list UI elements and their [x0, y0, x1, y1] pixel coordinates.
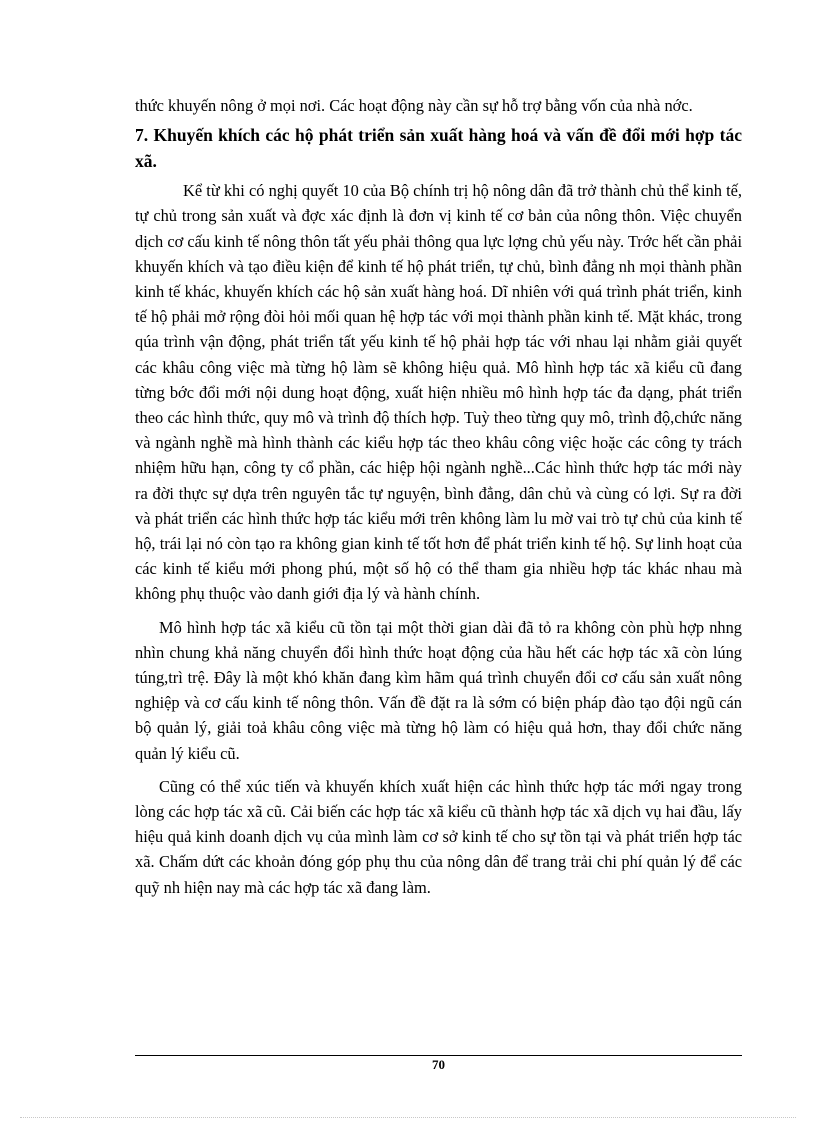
body-paragraph-1: Kể từ khi có nghị quyết 10 của Bộ chính trị hộ nông dân đã trở thành chủ thể kinh tế, tự chủ trong sản xuất và đợc xác định là đơn vị kinh tế cơ bản của nông thôn. Việc chuyển dịch cơ cấu kinh tế nông thôn tất yếu phải thông qua lực lợng chủ yếu này. Trớc hết cần phải khuyến khích và tạo điều kiện để kinh tế hộ phát triển, tự chủ, bình đẳng nh mọi thành phần kinh tế khác, khuyến khích các hộ sản xuất hàng hoá. Dĩ nhiên với quá trình phát triển, kinh tế hộ phải mở rộng đòi hỏi mối quan hệ hợp tác với mọi thành phần kinh tế. Mặt khác, trong qúa trình vận động, phát triển tất yếu kinh tế hộ phải hợp tác với nhau lại nhằm giải quyết các khâu công việc mà từng hộ làm sẽ không hiệu quả. Mô hình hợp tác xã kiểu cũ đang từng bớc đổi mới nội dung hoạt động, xuất hiện nhiều mô hình hợp tác đa dạng, phát triển theo các hình thức, quy mô và trình độ thích hợp. Tuỳ theo từng quy mô, trình độ,chức năng và ngành nghề mà hình thành các kiểu hợp tác theo khâu công việc hoặc các công ty trách nhiệm hữu hạn, công ty cổ phần, các hiệp hội ngành nghề...Các hình thức hợp tác mới này ra đời thực sự dựa trên nguyên tắc tự nguyện, bình đẳng, dân chủ và cùng có lợi. Sự ra đời và phát triển các hình thức hợp tác kiểu mới trên không làm lu mờ vai trò tự chủ của kinh tế hộ, trái lại nó còn tạo ra không gian kinh tế tốt hơn để phát triển kinh tế hộ. Sự linh hoạt của các kinh tế kiểu mới phong phú, một số hộ có thể tham gia nhiều hợp tác khác nhau mà không phụ thuộc vào danh giới địa lý và hành chính. [135, 181, 742, 604]
page-number: 70 [432, 1057, 445, 1072]
section-heading: 7. Khuyến khích các hộ phát triển sản xuất hàng hoá và vấn đề đổi mới hợp tác xã. [135, 125, 742, 172]
page-bottom-border [20, 1117, 796, 1118]
body-paragraph-2: Mô hình hợp tác xã kiểu cũ tồn tại một thời gian dài đã tỏ ra không còn phù hợp nhng nhìn chung khả năng chuyển đổi hình thức hoạt động của hầu hết các hợp tác xã còn lúng túng,trì trệ. Đây là một khó khăn đang kìm hãm quá trình chuyển đổi cơ cấu sản xuất nông nghiệp và cơ cấu kinh tế nông thôn. Vấn đề đặt ra là sớm có biện pháp đào tạo đội ngũ cán bộ quản lý, giải toả khâu công việc mà từng hộ làm có hiệu quả hơn, thay đổi chức năng quản lý kiểu cũ. [135, 617, 742, 763]
page-content [135, 93, 742, 900]
footer-divider [135, 1055, 742, 1056]
lead-paragraph: thức khuyến nông ở mọi nơi. Các hoạt động này cần sự hỗ trợ bằng vốn của nhà nớc. [135, 96, 693, 115]
body-paragraph-3: Cũng có thể xúc tiến và khuyến khích xuất hiện các hình thức hợp tác mới ngay trong lòng các hợp tác xã cũ. Cải biến các hợp tác xã kiểu cũ thành hợp tác xã dịch vụ hai đầu, lấy hiệu quả kinh doanh dịch vụ của mình làm cơ sở kinh tế cho sự tồn tại và phát triển hợp tác xã. Chấm dứt các khoản đóng góp phụ thu của nông dân để trang trải chi phí quản lý để các quỹ nh hiện nay mà các hợp tác xã đang làm. [135, 776, 742, 897]
